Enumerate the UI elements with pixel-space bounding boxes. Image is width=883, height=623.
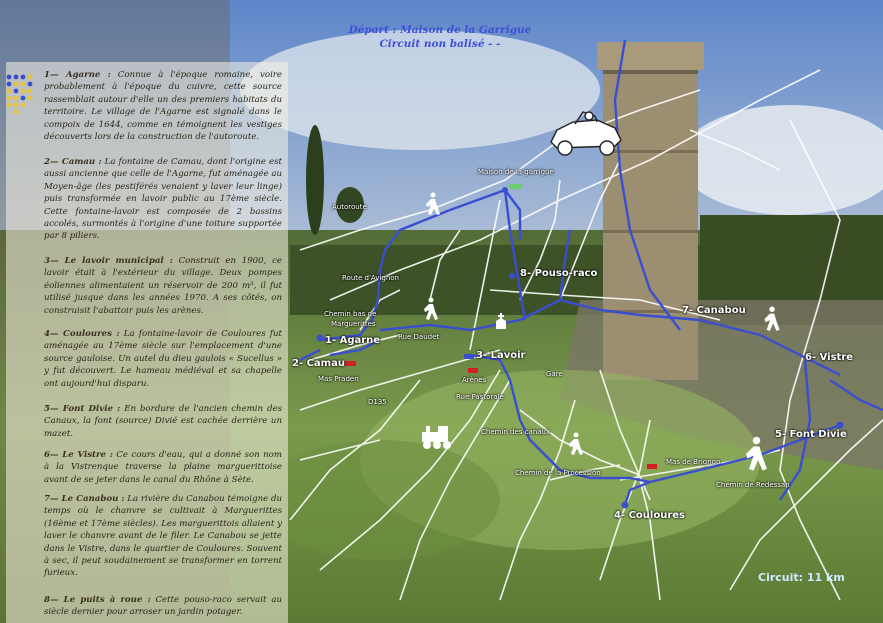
paragraph-canabou: 7— Le Canabou : La rivière du Canabou témoigne du temps où le chanvre se cultivait à Marguerittes (16ème et 17ème siècles). Les marguerittois allaient y laver le chanvre avant de le filer. Le Canabou se jette dans le Vistre, dans le quartier de Couloures. Souvent à sec, il peut soudainement se transformer en torrent furieux.: [44, 494, 282, 579]
paragraph-font-divie: 5— Font Divie : En bordure de l'ancien chemin des Canaux, la font (source) Divié est cachée derrière un mazet.: [44, 404, 282, 439]
label-gare: Gare: [546, 370, 563, 378]
dots-logo: [4, 72, 38, 122]
label-chemin-procession: Chemin de la Procession: [515, 469, 601, 477]
label-vistre[interactable]: 6- Vistre: [805, 352, 854, 363]
hiker-icon: [740, 435, 770, 473]
label-chemin-canaux: Chemin des canaux: [481, 428, 551, 436]
label-camau[interactable]: 2- Camau: [292, 358, 345, 369]
label-rue-daudet: Rue Daudet: [398, 333, 440, 341]
paragraph-agarne: 1— Agarne : Connue à l'époque romaine, voire probablement à l'époque du cuivre, cette source rassemblait autour d'elle un des premiers habitats du territoire. Le village de l'Agarne est signalé dans le compoix de 1644, comme en témoignent les vestiges découverts lors de la construction de l'autoroute.: [44, 70, 283, 143]
circuit-length: Circuit: 11 km: [758, 571, 845, 584]
label-d135: D135: [368, 398, 387, 406]
paragraph-vistre: 6— Le Vistre : Ce cours d'eau, qui a donné son nom à la Vistrenque traverse la plaine marguerittoise avant de se jeter dans le canal du Rhône à Sète.: [44, 450, 282, 485]
paragraph-lavoir: 3— Le lavoir municipal : Construit en 1900, ce lavoir était à l'extérieur du village. Deux pompes éoliennes alimentaient un réservoir de 200 m³, il fut utilisé jusque dans les années 1970. A ses côtés, on construisit l'abattoir puis les arènes.: [44, 256, 282, 316]
label-route-avignon: Route d'Avignon: [342, 274, 399, 282]
hiker-icon: [420, 297, 440, 321]
label-chemin-bas: Chemin bas de: [324, 310, 377, 318]
hiker-icon: [565, 432, 585, 456]
label-agarne[interactable]: 1- Agarne: [325, 335, 381, 346]
label-chemin-redessan: Chemin de Redessan: [716, 481, 790, 489]
label-font-divie[interactable]: 5- Font Divie: [775, 429, 847, 440]
hiker-icon: [422, 192, 442, 216]
header-circuit: Circuit non balisé - -: [379, 38, 501, 50]
label-lavoir[interactable]: 3- Lavoir: [476, 350, 526, 361]
paragraph-camau: 2— Camau : La fontaine de Camau, dont l'origine est aussi ancienne que celle de l'Agarne, fut aménagée au Moyen-âge (les pestiférés venaient y laver leur linge) puis transformée en lavoir public au 17ème siècle. Cette fontaine-lavoir est composée de 2 bassins accolés, surmontés à l'origine d'une toiture supportée par 8 piliers.: [44, 157, 282, 242]
label-chemin-bas-marguerittes: Marguerittes: [331, 320, 376, 328]
label-mas-brignon: Mas de Brignon: [666, 458, 721, 466]
hiker-icon: [760, 306, 782, 332]
paragraph-couloures: 4— Couloures : La fontaine-lavoir de Couloures fut aménagée au 17ème siècle sur l'emplacement d'une source gauloise. Un autel du dieu gaulois « Sucellus » y fut découvert. Le hameau médiéval et sa chapelle ont aujourd'hui disparu.: [44, 329, 282, 389]
label-autoroute: Autoroute: [332, 203, 367, 211]
label-arenes: Arènes: [462, 376, 487, 384]
header-depart: Départ : Maison de la Garrigue: [348, 24, 532, 36]
label-maison-garrigue: Maison de la garrigue: [478, 168, 554, 176]
label-mas-praden: Mas Praden: [318, 375, 359, 383]
map-header: [300, 23, 580, 51]
label-rue-pastorale: Rue Pastorale: [456, 393, 504, 401]
label-pouso-raco[interactable]: 8- Pouso-raco: [520, 268, 598, 279]
paragraph-puits: 8— Le puits à roue : Cette pouso-raco servait au siècle dernier pour arroser un jardin potager.: [44, 595, 282, 618]
label-couloures[interactable]: 4- Couloures: [614, 510, 686, 521]
label-canabou[interactable]: 7- Canabou: [682, 305, 746, 316]
train-icon: [420, 424, 456, 450]
church-icon: [494, 313, 508, 329]
car-sketch-icon: [545, 108, 627, 162]
